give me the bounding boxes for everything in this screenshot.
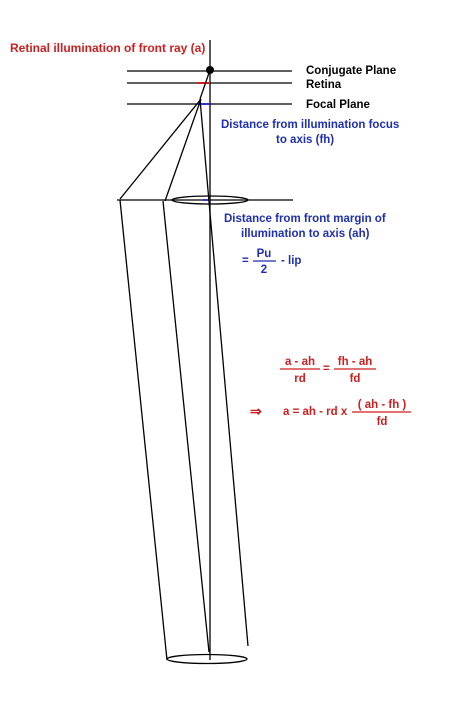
ah-formula-suffix: - lip bbox=[281, 255, 302, 267]
eq1-lhs-numerator: a - ah bbox=[284, 356, 316, 368]
equation-solution bbox=[250, 399, 411, 428]
beam-left-edge bbox=[120, 200, 167, 660]
eq2-fraction-numerator: ( ah - fh ) bbox=[357, 399, 407, 411]
fh-annotation-line2: to axis (fh) bbox=[276, 134, 335, 146]
eq2-lhs: a = ah - rd x bbox=[283, 406, 348, 418]
conjugate-plane-label: Conjugate Plane bbox=[306, 65, 397, 77]
eq1-lhs-denominator: rd bbox=[294, 373, 306, 385]
eq2-fraction-denominator: fd bbox=[376, 416, 388, 428]
ray-inner bbox=[165, 99, 201, 201]
fh-annotation-line1: Distance from illumination focus bbox=[221, 119, 400, 131]
eq1-rhs-denominator: fd bbox=[349, 373, 361, 385]
diagram-title: Retinal illumination of front ray (a) bbox=[10, 41, 206, 55]
ah-formula bbox=[242, 248, 301, 276]
bottom-ellipse bbox=[167, 655, 247, 664]
eq1-rhs-numerator: fh - ah bbox=[337, 356, 373, 368]
ah-annotation-line1: Distance from front margin of bbox=[224, 213, 386, 225]
ray-front bbox=[120, 99, 201, 199]
ray-to-retina bbox=[200, 70, 210, 99]
ah-annotation-line2: illumination to axis (ah) bbox=[241, 228, 370, 240]
retina-label: Retina bbox=[306, 79, 342, 91]
ah-formula-numerator: Pu bbox=[256, 248, 272, 260]
eq1-equals: = bbox=[323, 363, 330, 375]
focal-plane-label: Focal Plane bbox=[306, 99, 370, 111]
eq2-implies-arrow: ⇒ bbox=[250, 403, 262, 419]
ray-back bbox=[200, 99, 248, 646]
ah-formula-denominator: 2 bbox=[260, 264, 268, 276]
equation-ratio bbox=[280, 356, 376, 385]
ah-formula-equals: = bbox=[242, 255, 249, 267]
beam-inner-edge bbox=[163, 201, 209, 652]
